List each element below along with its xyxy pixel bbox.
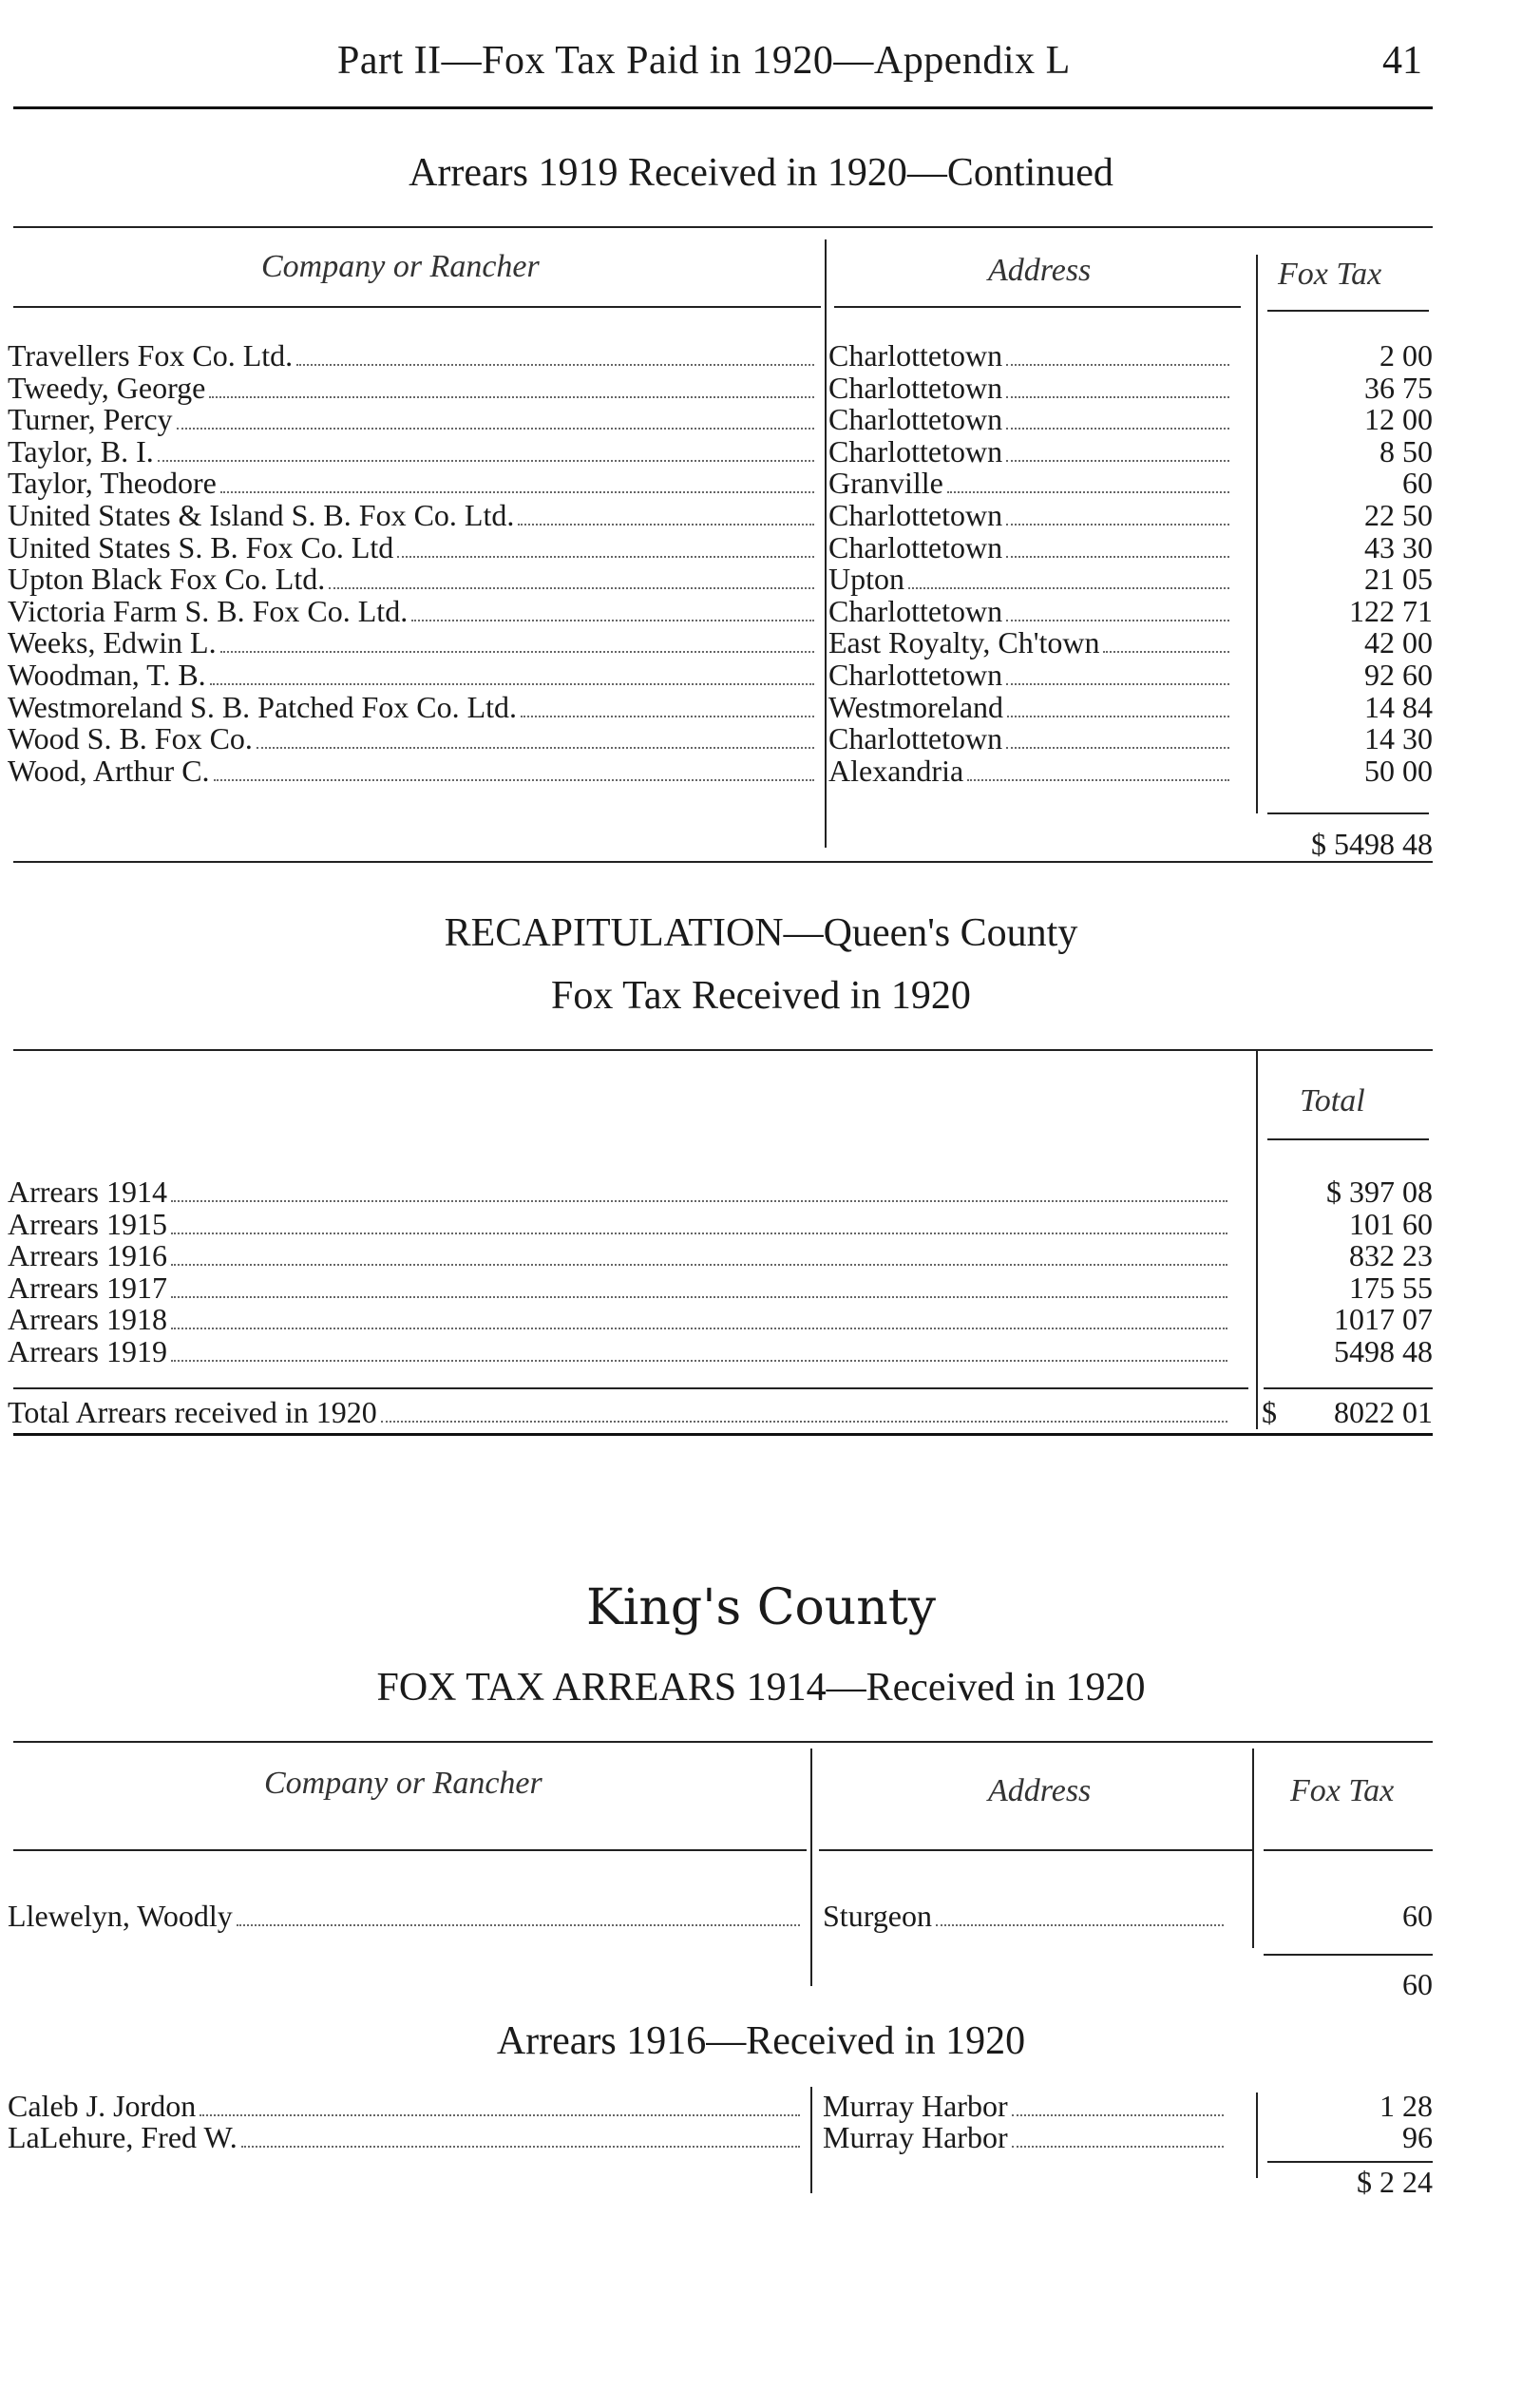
rancher-name: Tweedy, George (8, 371, 820, 406)
rancher-address: Charlottetown (828, 594, 1235, 629)
rancher-address: Alexandria (828, 754, 1235, 789)
rancher-name: Wood S. B. Fox Co. (8, 721, 820, 756)
table-row (0, 498, 1522, 530)
rancher-name: LaLehure, Fred W. (8, 2120, 806, 2155)
table-row (0, 625, 1522, 658)
kings-company-column-header: Company or Rancher (264, 1766, 542, 1801)
table-row (0, 338, 1522, 371)
rancher-address: Charlottetown (828, 530, 1235, 565)
rancher-address: Charlottetown (828, 434, 1235, 469)
arrears-year-amount: 1017 07 (1334, 1302, 1433, 1336)
recapitulation-subtitle: Fox Tax Received in 1920 (551, 974, 971, 1018)
company-column-header: Company or Rancher (261, 249, 540, 284)
arrears-1916-title: Arrears 1916—Received in 1920 (496, 2019, 1026, 2063)
table-row (0, 721, 1522, 754)
rancher-name: United States & Island S. B. Fox Co. Ltd. (8, 498, 820, 533)
rancher-address: Charlottetown (828, 721, 1235, 756)
kings-divider-1 (810, 1749, 812, 1986)
arrears-year-label: Arrears 1918 (8, 1302, 1233, 1337)
rancher-name: Woodman, T. B. (8, 658, 820, 693)
table-row (0, 371, 1522, 403)
fox-tax-amount: 22 50 (1364, 498, 1433, 532)
rancher-name: Wood, Arthur C. (8, 754, 820, 789)
fox-tax-amount: 50 00 (1364, 753, 1433, 788)
recapitulation-row (0, 1334, 1522, 1366)
arrears-year-label: Arrears 1917 (8, 1271, 1233, 1306)
fox-tax-amount: 92 60 (1364, 658, 1433, 692)
kings-address-underline (819, 1849, 1252, 1851)
arrears-1919-bottom-rule (13, 861, 1433, 863)
recapitulation-sum-rule-amount (1264, 1387, 1433, 1389)
rancher-address: Charlottetown (828, 402, 1235, 437)
table-row (0, 402, 1522, 437)
table-row (0, 2120, 1522, 2152)
table-row (0, 562, 1522, 597)
rancher-address: East Royalty, Ch'town (828, 625, 1235, 660)
fox-tax-amount: 2 00 (1379, 338, 1433, 373)
arrears-year-amount: 832 23 (1349, 1238, 1433, 1272)
recapitulation-total-row (0, 1395, 1522, 1427)
table-row (0, 658, 1522, 690)
arrears-1916-total: $ 2 24 (1357, 2165, 1433, 2199)
fox-tax-amount: 36 75 (1364, 370, 1433, 405)
fox-tax-amount: 122 71 (1349, 593, 1433, 628)
table-row (0, 434, 1522, 467)
rancher-address: Upton (828, 562, 1235, 597)
fox-tax-amount: 14 30 (1364, 721, 1433, 756)
head-rule (13, 106, 1433, 109)
rancher-address: Westmoreland (828, 690, 1235, 725)
fox-tax-amount: 12 00 (1364, 402, 1433, 437)
arrears-year-label: Arrears 1915 (8, 1207, 1233, 1242)
running-head (0, 29, 1522, 95)
rancher-address: Charlottetown (828, 658, 1235, 693)
arrears-year-amount: $ 397 08 (1326, 1175, 1433, 1209)
rancher-address: Murray Harbor (823, 2120, 1229, 2155)
table-row (0, 690, 1522, 722)
fox-tax-amount: 21 05 (1364, 562, 1433, 597)
rancher-address: Sturgeon (823, 1899, 1229, 1934)
kings-tax-underline (1264, 1849, 1433, 1851)
address-column-header: Address (988, 253, 1092, 288)
rancher-address: Charlottetown (828, 338, 1235, 373)
rancher-name: United States S. B. Fox Co. Ltd (8, 530, 820, 565)
arrears-1916-sum-rule (1267, 2161, 1433, 2163)
fox-tax-amount: 60 (1402, 466, 1433, 501)
fox-tax-amount: 43 30 (1364, 529, 1433, 564)
fox-tax-amount: 8 50 (1379, 433, 1433, 468)
table-row (0, 2089, 1522, 2121)
arrears-1919-top-rule (13, 226, 1433, 228)
total-arrears-amount: 8022 01 (1334, 1395, 1433, 1429)
kings-fox-tax-column-header: Fox Tax (1290, 1773, 1395, 1808)
total-arrears-label: Total Arrears received in 1920 (8, 1395, 1233, 1430)
total-column-header: Total (1300, 1083, 1365, 1118)
recapitulation-sum-rule (13, 1387, 1248, 1389)
kings-address-column-header: Address (988, 1773, 1092, 1808)
table-row (0, 530, 1522, 563)
recapitulation-row (0, 1175, 1522, 1207)
rancher-address: Charlottetown (828, 371, 1235, 406)
arrears-1919-name-underline (13, 306, 821, 308)
kings-county-subtitle: FOX TAX ARREARS 1914—Received in 1920 (376, 1666, 1146, 1710)
table-row (0, 594, 1522, 626)
fox-tax-amount: 1 28 (1379, 2089, 1433, 2123)
kings-county-title: King's County (585, 1579, 937, 1636)
kings-county-top-rule (13, 1741, 1433, 1743)
table-row (0, 754, 1522, 786)
recapitulation-top-rule (13, 1049, 1433, 1051)
table-row (0, 1899, 1522, 1931)
arrears-1919-title: Arrears 1919 Received in 1920—Continued (409, 151, 1113, 195)
recapitulation-row (0, 1271, 1522, 1303)
fox-tax-amount: 60 (1402, 1899, 1433, 1933)
rancher-name: Westmoreland S. B. Patched Fox Co. Ltd. (8, 690, 820, 725)
arrears-year-amount: 101 60 (1349, 1206, 1433, 1241)
recapitulation-bottom-rule (13, 1433, 1433, 1436)
arrears-year-label: Arrears 1914 (8, 1175, 1233, 1210)
rancher-name: Weeks, Edwin L. (8, 625, 820, 660)
fox-tax-amount: 96 (1402, 2120, 1433, 2154)
total-arrears-currency: $ (1262, 1395, 1277, 1429)
arrears-year-label: Arrears 1916 (8, 1238, 1233, 1273)
recapitulation-title: RECAPITULATION—Queen's County (444, 911, 1078, 955)
arrears-year-amount: 175 55 (1349, 1270, 1433, 1305)
rancher-address: Granville (828, 466, 1235, 501)
recapitulation-row (0, 1302, 1522, 1334)
running-title: Part II—Fox Tax Paid in 1920—Appendix L (337, 39, 1071, 83)
rancher-address: Charlottetown (828, 498, 1235, 533)
total-column-underline (1267, 1138, 1429, 1140)
arrears-1919-tax-underline (1267, 310, 1429, 312)
rancher-name: Caleb J. Jordon (8, 2089, 806, 2124)
arrears-year-amount: 5498 48 (1334, 1333, 1433, 1368)
arrears-1919-sum-rule (1267, 812, 1429, 814)
rancher-name: Travellers Fox Co. Ltd. (8, 338, 820, 373)
kings-name-underline (13, 1849, 807, 1851)
rancher-name: Victoria Farm S. B. Fox Co. Ltd. (8, 594, 820, 629)
rancher-name: Taylor, Theodore (8, 466, 820, 501)
page-number: 41 (1382, 39, 1422, 83)
table-row (0, 466, 1522, 501)
rancher-name: Turner, Percy (8, 402, 820, 437)
rancher-address: Murray Harbor (823, 2089, 1229, 2124)
fox-tax-amount: 14 84 (1364, 689, 1433, 724)
rancher-name: Taylor, B. I. (8, 434, 820, 469)
arrears-1919-total: $ 5498 48 (1311, 827, 1433, 861)
fox-tax-amount: 42 00 (1364, 625, 1433, 660)
recapitulation-row (0, 1207, 1522, 1239)
arrears-1919-address-underline (834, 306, 1241, 308)
rancher-name: Upton Black Fox Co. Ltd. (8, 562, 820, 597)
kings-county-total: 60 (1402, 1967, 1433, 2001)
rancher-name: Llewelyn, Woodly (8, 1899, 806, 1934)
fox-tax-column-header: Fox Tax (1278, 257, 1382, 292)
recapitulation-row (0, 1238, 1522, 1271)
kings-sum-rule (1264, 1954, 1433, 1956)
arrears-year-label: Arrears 1919 (8, 1334, 1233, 1369)
